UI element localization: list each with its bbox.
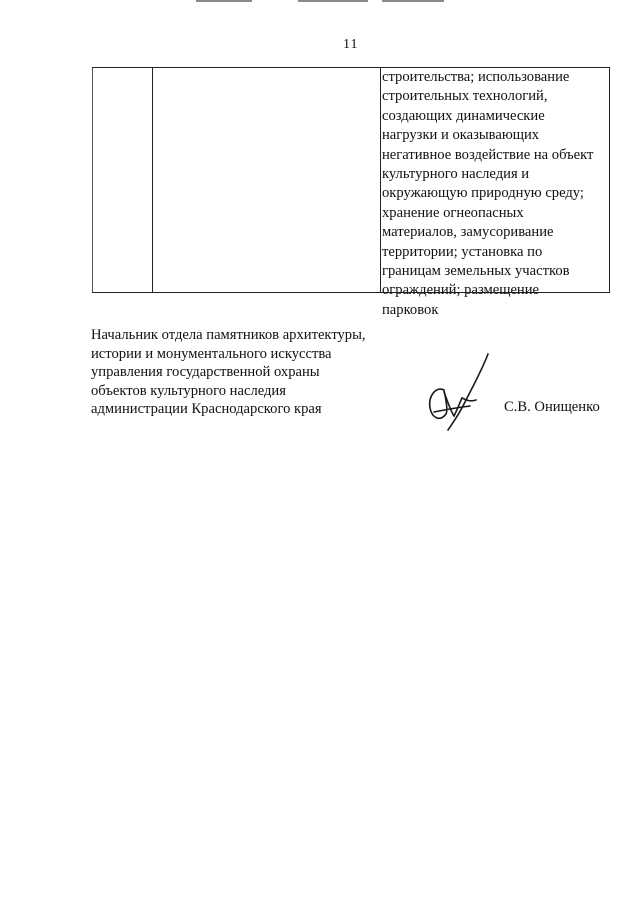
table-cell-text-line: окружающую природную среду; <box>382 185 584 202</box>
table-cell-text-line: территории; установка по <box>382 243 543 260</box>
table-cell-restrictions <box>380 68 609 318</box>
handwritten-signature <box>414 352 490 432</box>
signer-name: С.В. Онищенко <box>504 399 600 415</box>
table-cell-text-line: парковок <box>382 301 439 318</box>
requirements-table <box>92 67 610 318</box>
scan-edge-mark <box>298 0 368 2</box>
table-cell-text-line: границам земельных участков <box>382 263 570 280</box>
signer-position-line: администрации Краснодарского края <box>91 401 322 418</box>
table-cell-text-line: строительных технологий, <box>382 88 548 105</box>
table-cell-text-line: материалов, замусоривание <box>382 224 554 241</box>
scan-edge-mark <box>382 0 444 2</box>
table-cell-text-line: негативное воздействие на объект <box>382 146 594 163</box>
table-cell-text-line: создающих динамические <box>382 107 545 124</box>
table-cell-number <box>92 68 153 292</box>
table-cell-text-line: ограждений; размещение <box>382 282 540 299</box>
signer-position-line: Начальник отдела памятников архитектуры, <box>91 327 366 343</box>
scan-edge-mark <box>196 0 252 2</box>
page-number: 11 <box>343 37 359 52</box>
table-cell-zone <box>152 68 381 292</box>
signer-position-line: объектов культурного наследия <box>91 382 286 399</box>
signer-position-line: истории и монументального искусства <box>91 345 332 362</box>
table-cell-text-line: хранение огнеопасных <box>382 204 524 221</box>
signer-position <box>91 326 366 419</box>
table-cell-text-line: нагрузки и оказывающих <box>382 127 540 144</box>
table-cell-text-line: строительства; использование <box>382 69 570 85</box>
signer-position-line: управления государственной охраны <box>91 364 320 381</box>
table-cell-text-line: культурного наследия и <box>382 166 530 183</box>
